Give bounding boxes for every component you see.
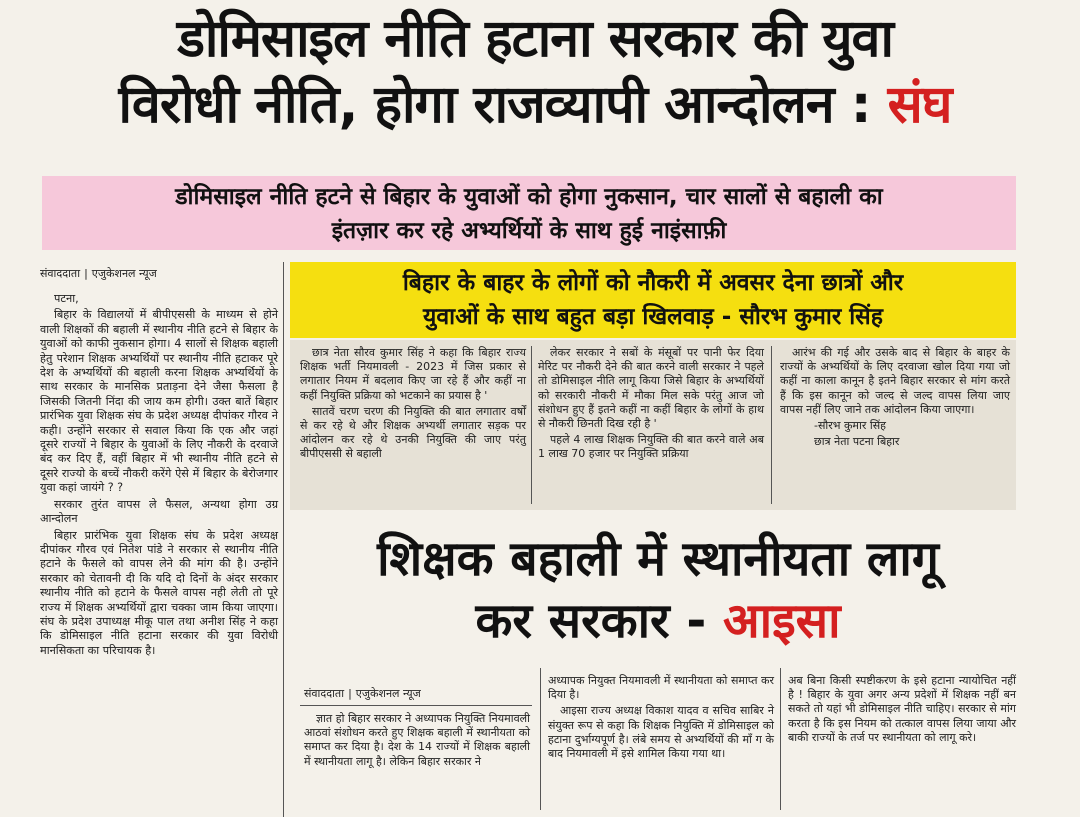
quote-col-2: [538, 346, 764, 464]
left-story: [40, 292, 278, 660]
bottom-byline: संवाददाता | एजुकेशनल न्यूज: [304, 687, 421, 700]
left-story-dateline: पटना,: [54, 292, 79, 305]
main-headline-line2: [40, 72, 1030, 138]
bottom-para: अध्यापक नियुक्त नियमावली में स्थानीयता को समाप्त कर दिया है।: [548, 674, 774, 702]
left-story-para: सरकार तुरंत वापस ले फैसल, अन्यथा होगा उग्र आन्दोलन: [40, 497, 278, 526]
bottom-byline-source: एजुकेशनल न्यूज: [355, 687, 421, 700]
bottom-col-2: [548, 674, 774, 763]
left-byline-reporter: संवाददाता: [40, 267, 81, 280]
bottom-col-1: [304, 712, 530, 771]
second-headline-line2-text: कर सरकार -: [475, 593, 707, 649]
quote-divider: [531, 346, 532, 504]
second-headline-line2: [300, 590, 1016, 652]
subheading-pink-line1: डोमिसाइल नीति हटने से बिहार के युवाओं को होगा नुकसान, चार सालों से बहाली का: [175, 184, 883, 210]
second-headline-line1: शिक्षक बहाली में स्थानीयता लागू: [377, 531, 939, 587]
bottom-divider: [540, 668, 541, 810]
main-headline-accent: संघ: [887, 75, 952, 135]
left-story-para: बिहार के विद्यालयों में बीपीएससी के माध्यम से होने वाली शिक्षकों की बहाली में स्थानीय नीति हटने से बिहार के युवाओं को काफी नुकसान होगा। 4 सालों से शिक्षक बहाली हेतु परेशान शिक्षक अभ्यर्थियों पर स्थानीय नीति हटाकर पूरे देश के अभ्यर्थियों की बहाली करना शिक्षक अभ्यर्थियों के साथ सरकार के मानसिक प्रताड़ना देने जैसा फैसला है जिसकी जितनी निंदा की जाय कम होगी। उक्त बातें बिहार प्रारंभिक युवा शिक्षक संघ के प्रदेश अध्यक्ष दीपांकर गौरव ने कही। उन्होंने सरकार से सवाल किया कि एक और जहां दूसरे राज्यों ने बिहार के युवाओं के लिए नौकरी के दरवाजे बंद कर दिए हैं, वहीं बिहार में भी स्थानीय नीति हटने से दूसरे राज्यो के बच्चें नौकरी करेंगे ऐसे में बिहार के बेरोजगार युवा कहां जायंगे ? ?: [40, 308, 278, 495]
quote-col-1: [300, 346, 526, 464]
left-byline-source: एजुकेशनल न्यूज: [91, 267, 157, 280]
subheading-pink-line2: इंतज़ार कर रहे अभ्यर्थियों के साथ हुई नाइंसाफ़ी: [331, 218, 727, 244]
main-headline-line2-text: विरोधी नीति, होगा राजव्यापी आन्दोलन :: [118, 75, 871, 135]
bottom-divider: [780, 668, 781, 810]
second-headline-accent: आइसा: [723, 593, 841, 649]
quote-para: पहले 4 लाख शिक्षक नियुक्ति की बात करने वाले अब 1 लाख 70 हजार पर नियुक्ति प्रक्रिया: [538, 433, 764, 461]
main-headline-line1: डोमिसाइल नीति हटाना सरकार की युवा: [177, 9, 893, 69]
bottom-para: ज्ञात हो बिहार सरकार ने अध्यापक नियुक्ति नियमावली आठवां संशोधन करते हुए शिक्षक बहाली में स्थानीयता को समाप्त कर दिया है। देश के 14 राज्यों में शिक्षक बहाली में स्थानीयता लागू है। लेकिन बिहार सरकार ने: [304, 712, 530, 768]
column-divider: [283, 262, 284, 817]
bottom-col-3: [788, 674, 1016, 747]
quote-para: लेकर सरकार ने सबों के मंसूबों पर पानी फेर दिया मेरिट पर नौकरी देने की बात करने वाली सरकार ने पहले तो डोमिसाइल नीति लागू किया जिसे बिहार के अभ्यर्थियों को सरकारी नौकरी में मौका मिल सके परंतु आज जो संशोधन हुए हैं इतने कहीं ना कहीं बिहार के लोगों के हाथ से नौकरी छिनती दिख रही है ': [538, 346, 764, 431]
quote-para: छात्र नेता सौरव कुमार सिंह ने कहा कि बिहार राज्य शिक्षक भर्ती नियमावली - 2023 में जिस प्रकार से लगातार नियम में बदलाव किए जा रहे हैं और कहीं ना कहीं नियुक्ति प्रक्रिया को भटकाने का प्रयास है ': [300, 346, 526, 402]
quote-para: सातवें चरण चरण की नियुक्ति की बात लगातार वर्षों से कर रहे थे और शिक्षक अभ्यर्थी लगातार सड़क पर आंदोलन कर रहे थे उनकी नियुक्ति की जाए परंतु बीपीएससी से बहाली: [300, 404, 526, 461]
quote-sign-name: -सौरभ कुमार सिंह: [814, 419, 886, 433]
subheading-yellow-line1: बिहार के बाहर के लोगों को नौकरी में अवसर देना छात्रों और: [402, 270, 904, 296]
quote-col-3: [780, 346, 1010, 451]
bottom-byline-reporter: संवाददाता: [304, 687, 345, 700]
bottom-para: आइसा राज्य अध्यक्ष विकाश यादव व सचिव साबिर ने संयुक्त रूप से कहा कि शिक्षक नियुक्ति में डोमिसाइल को हटाना दुर्भाग्यपूर्ण है। लंबे समय से अभ्यर्थियों की माँ ग के बाद नियमावली में इसे शामिल किया गया था।: [548, 704, 774, 761]
second-headline: [300, 528, 1016, 652]
left-byline: संवाददाता | एजुकेशनल न्यूज: [40, 267, 157, 280]
subheading-pink: [42, 176, 1016, 250]
bottom-para: अब बिना किसी स्पष्टीकरण के इसे हटाना न्यायोचित नहीं है ! बिहार के युवा अगर अन्य प्रदेशों में शिक्षक नहीं बन सकते तो यहां भी डोमिसाइल नीति चाहिए। सरकार से मांग करता है कि इस नियम को तत्काल वापस लिया जाया और बाकी राज्यों के तर्ज पर स्थानीयता को लागू करे।: [788, 674, 1016, 744]
subheading-yellow: [290, 262, 1016, 338]
subheading-yellow-line2: युवाओं के साथ बहुत बड़ा खिलवाड़ - सौरभ कुमार सिंह: [423, 304, 883, 330]
quote-sign-title: छात्र नेता पटना बिहार: [814, 435, 900, 449]
byline-rule: [300, 705, 532, 706]
quote-divider: [771, 346, 772, 504]
main-headline: [40, 6, 1030, 138]
left-story-para: बिहार प्रारंभिक युवा शिक्षक संघ के प्रदेश अध्यक्ष दीपांकर गौरव एवं नितेश पांडे ने सरकार से स्थानीय नीति हटाने के फैसले को वापस लेने की मांग की है। उन्होंने सरकार को चेतावनी दी कि यदि दो दिनों के अंदर सरकार स्थानीय नीति को हटाने के फैसले वापस नही लेती तो पूरे राज्य में शिक्षक अभ्यर्थियों द्वारा चक्का जाम किया जाएगा। संघ के प्रदेश उपाध्यक्ष मीकू पाल तथा अनीश सिंह ने कहा कि डोमिसाइल नीति हटाना सरकार की युवा विरोधी मानसिकता का परिचायक है।: [40, 528, 278, 657]
quote-para: आरंभ की गई और उसके बाद से बिहार के बाहर के राज्यों के अभ्यर्थियों के लिए दरवाजा खोल दिया गया जो कहीं ना काला कानून है इतने बिहार सरकार से मांग करते हैं कि इस कानून को जल्द से जल्द वापस लिया जाए वापस नहीं लिए जाने तक आंदोलन किया जाएगा।: [780, 346, 1010, 416]
